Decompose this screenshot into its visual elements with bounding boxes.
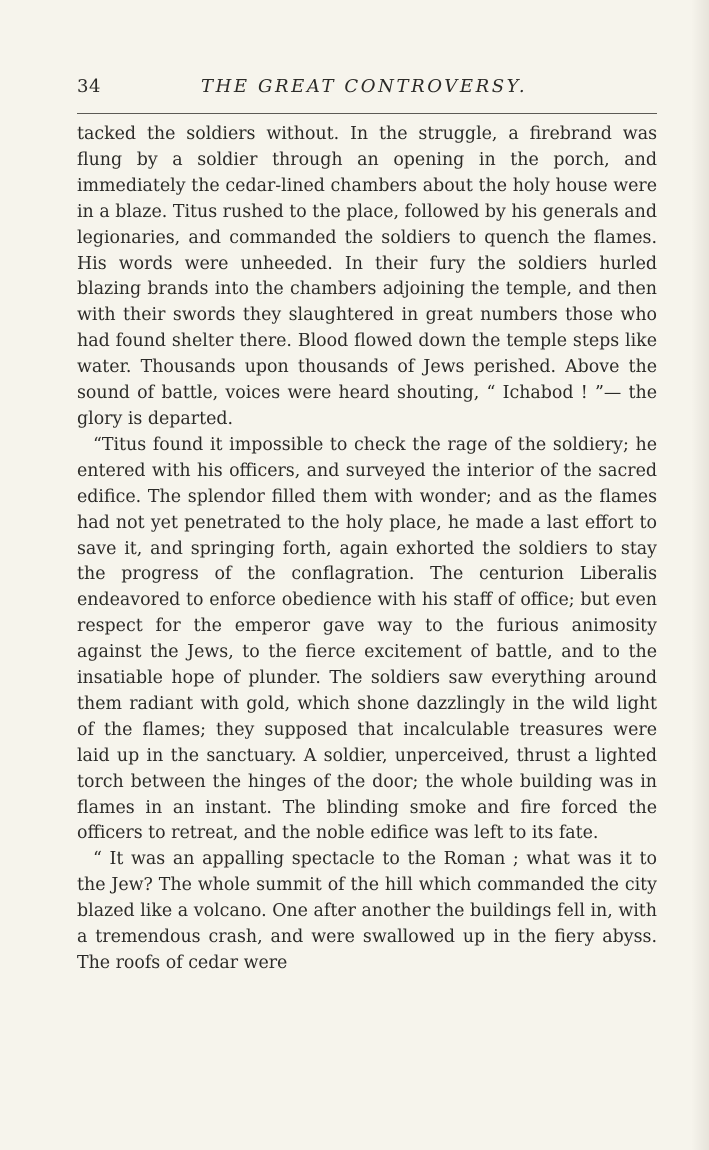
page-number: 34 (77, 76, 101, 97)
body-text (77, 122, 657, 977)
page-header (77, 76, 657, 106)
header-rule (77, 113, 657, 114)
running-title: THE GREAT CONTROVERSY. (201, 76, 528, 97)
paragraph-continuation: tacked the soldiers without. In the struggle, a firebrand was flung by a soldier through an opening in the porch, and immediately the cedar-lined chambers about the holy house were in a blaze. Titus rushed to the place, followed by his generals and legionaries, and commanded the soldiers to quench the flames. His words were unheeded. In their fury the soldiers hurled blazing brands into the chambers adjoining the temple, and then with their swords they slaughtered in great numbers those who had found shelter there. Blood flowed down the temple steps like water. Thousands upon thousands of Jews perished. Above the sound of battle, voices were heard shouting, “ Ichabod ! ”— the glory is departed. (77, 124, 657, 429)
page-edge-shadow (691, 0, 709, 1150)
paragraph-spectacle-quote: “ It was an appalling spectacle to the Roman ; what was it to the Jew? The whole summit of the hill which commanded the city blazed like a volcano. One after another the buildings fell in, with a tremendous crash, and were swallowed up in the fiery abyss. The roofs of cedar were (77, 849, 657, 973)
paragraph-titus-quote: “Titus found it impossible to check the rage of the soldiery; he entered with his officers, and surveyed the interior of the sacred edifice. The splendor filled them with wonder; and as the flames had not yet penetrated to the holy place, he made a last effort to save it, and springing forth, again exhorted the soldiers to stay the progress of the conflagration. The centurion Liberalis endeavored to enforce obedience with his staff of office; but even respect for the emperor gave way to the furious animosity against the Jews, to the fierce excitement of battle, and to the insatiable hope of plunder. The soldiers saw everything around them radiant with gold, which shone dazzlingly in the wild light of the flames; they supposed that incalculable treasures were laid up in the sanctuary. A soldier, unperceived, thrust a lighted torch between the hinges of the door; the whole building was in flames in an instant. The blinding smoke and fire forced the officers to retreat, and the noble edifice was left to its fate. (77, 434, 657, 844)
